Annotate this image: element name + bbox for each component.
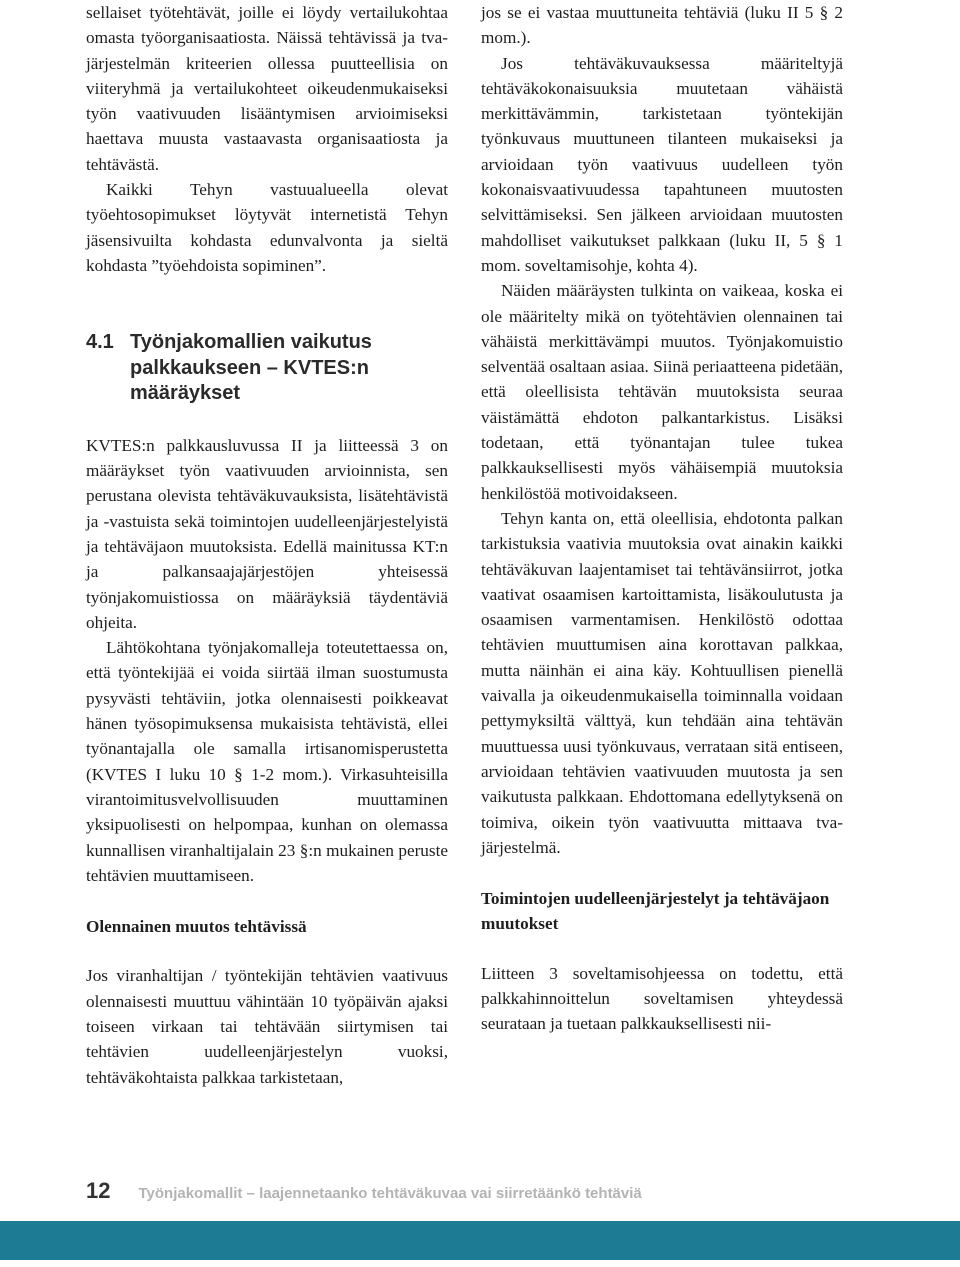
paragraph: Liitteen 3 soveltamisohjeessa on todettu, että palkkahinnoittelun soveltamisen yhteydessä seurataan ja tuetaan palkkauksellisesti nii- bbox=[481, 963, 843, 1034]
page-number: 12 bbox=[86, 1178, 111, 1203]
section-title: Työnjakomallien vaikutus palkkaukseen – KVTES:n määräykset bbox=[130, 331, 372, 405]
paragraph: jos se ei vastaa muuttuneita tehtäviä (luku II 5 § 2 mom.). bbox=[481, 3, 843, 48]
paragraph: Kaikki Tehyn vastuualueella olevat työehtosopimukset löytyvät internetistä Tehyn jäsensivuilta kohdasta edunvalvonta ja sieltä kohdasta ”työehdoista sopiminen”. bbox=[86, 180, 448, 275]
paragraph: KVTES:n palkkausluvussa II ja liitteessä 3 on määräykset työn vaativuuden arvioinnista, sen perustana olevista tehtäväkuvauksista, lisätehtävistä ja -vastuista sekä toimintojen uudelleenjärjestelyistä ja tehtäväjaon muutoksista. Edellä mainitussa KT:n ja palkansaajajärjestöjen yhteisessä työnjakomuistiossa on määräyksiä täydentäviä ohjeita. bbox=[86, 435, 448, 632]
paragraph: Jos tehtäväkuvauksessa määriteltyjä tehtäväkokonaisuuksia muutetaan vähäistä merkittävämmin, tarkistetaan työntekijän työnkuvaus muuttuneen tilanteen mukaiseksi ja arvioidaan työn vaativuus uudelleen työn kokonaisvaativuudessa tapahtuneen muutosten selvittämiseksi. Sen jälkeen arvioidaan muutosten mahdolliset vaikutukset palkkaan (luku II, 5 § 1 mom. soveltamisohje, kohta 4). bbox=[481, 53, 843, 275]
paragraph: Näiden määräysten tulkinta on vaikeaa, koska ei ole määritelty mikä on työtehtävien olennainen tai vähäistä merkittävämpi muutos. Työnjakomuistio selventää osaltaan asiaa. Siinä periaatteena pidetään, että oleellisista tehtävän muutoksista seuraa väistämättä ehdoton palkantarkistus. Lisäksi todetaan, että työnantajan tulee tukea palkkauksellisesti myös vähäisempiä muutoksia henkilöstöä motivoidakseen. bbox=[481, 281, 843, 503]
paragraph: Jos viranhaltijan / työntekijän tehtävien vaativuus olennaisesti muuttuu vähintään 10 työpäivän ajaksi toiseen virkaan tai tehtävään siirtymisen tai tehtävien uudelleenjärjestelyn vuoksi, tehtäväkohtaista palkkaa tarkistetaan, bbox=[86, 966, 448, 1087]
subheading: Toimintojen uudelleenjärjestelyt ja tehtäväjaon muutokset bbox=[481, 889, 830, 934]
paragraph: Lähtökohtana työnjakomalleja toteutettaessa on, että työntekijää ei voida siirtää ilman suostumusta pysyvästi tehtäviin, jotka olennaisesti poikkeavat hänen työsopimuksensa mukaisista tehtävistä, ellei työnantajalla ole samalla irtisanomisperustetta (KVTES I luku 10 § 1-2 mom.). Virkasuhteisilla virantoimitusvelvollisuuden muuttaminen yksipuolisesti on helpompaa, kunhan on olemassa kunnallisen viranhaltijalain 23 §:n mukainen peruste tehtävien muuttamiseen. bbox=[86, 638, 448, 885]
subheading: Olennainen muutos tehtävissä bbox=[86, 917, 307, 937]
section-heading bbox=[86, 330, 448, 407]
right-column bbox=[481, 0, 843, 1037]
paragraph: Tehyn kanta on, että oleellisia, ehdotonta palkan tarkistuksia vaativia muutoksia ovat ainakin kaikki tehtäväkuvan laajentamiset tai tehtävänsiirrot, jotka vaativat osaamisen kartoittamista, lisäkoulutusta ja osaamisen varmentamisen. Henkilöstö odottaa tehtävien muuttumisen aina korottavan palkkaa, mutta näinhän ei aina käy. Kohtuullisen pienellä vaivalla ja oikeudenmukaisella toiminnalla voidaan pettymyksiltä välttyä, kun tehdään aina tehtävän muuttuessa uusi työnkuvaus, verrataan sitä entiseen, arvioidaan tehtävien vaativuuden muutosta ja sen vaikutusta palkkaan. Ehdottomana edellytyksenä on toimiva, oikein työn vaativuutta mittaava tva-järjestelmä. bbox=[481, 508, 843, 857]
section-number: 4.1 bbox=[86, 331, 114, 354]
page-footer bbox=[86, 1178, 642, 1212]
footer-color-band bbox=[0, 1221, 960, 1260]
paragraph: sellaiset työtehtävät, joille ei löydy vertailukohtaa omasta työorganisaatiosta. Näissä tehtävissä ja tva-järjestelmän kriteerien ollessa puutteellisia on viiteryhmä ja vertailukohteet oikeudenmukaiseksi työn vaativuuden lisääntymisen arvioimiseksi haettava muusta vastaavasta organisaatiosta ja tehtävästä. bbox=[86, 3, 448, 174]
running-title: Työnjakomallit – laajennetaanko tehtäväkuvaa vai siirretäänkö tehtäviä bbox=[138, 1185, 642, 1202]
left-column bbox=[86, 0, 448, 1090]
